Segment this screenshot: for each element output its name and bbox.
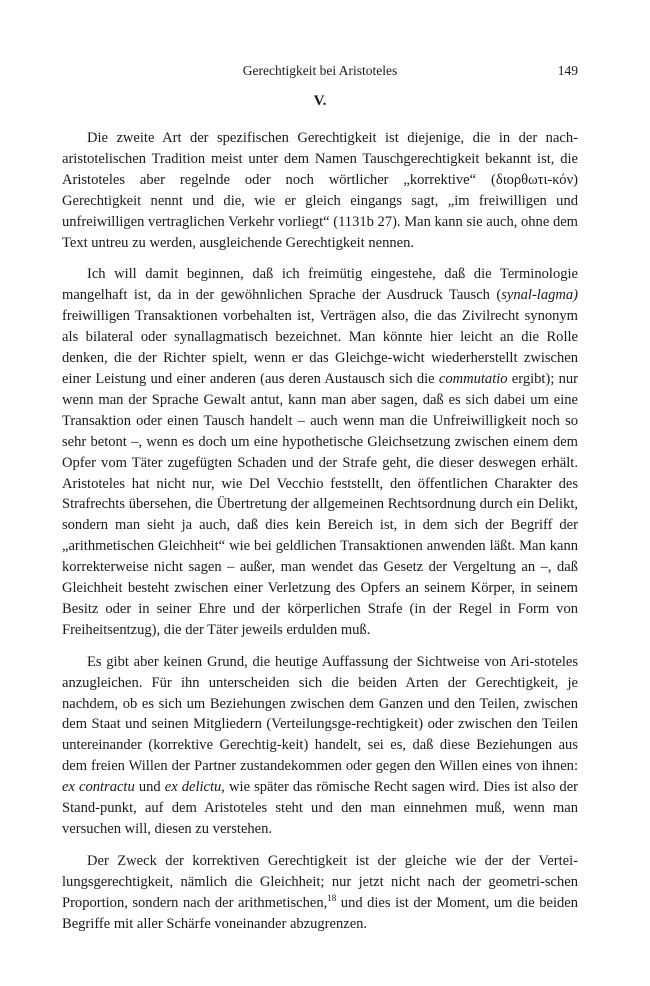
text-run: freiwilligen Transaktionen vorbehalten ist, Verträgen also, die das Zivilrecht synonym als bilateral oder synallagmatisch bezeichnet. Man könnte hier leicht an die Rolle denken, die der Richter spielt, wenn er das Gleichge-wicht wiederherstellt zwischen einer Leistung und einer anderen (aus deren Austausch sich die <box>62 308 578 387</box>
page-number: 149 <box>557 63 578 78</box>
italic-term: ex delictu, <box>164 779 225 796</box>
book-page <box>62 60 578 946</box>
italic-term: synal-lagma) <box>501 287 578 304</box>
text-run: Es gibt aber keinen Grund, die heutige Auffassung der Sichtweise von Ari-stoteles anzugleichen. Für ihn unterscheiden sich die beiden Arten der Gerechtigkeit, je nachdem, ob es sich um Beziehungen zwischen dem Ganzen und den Teilen, zwischen dem Staat und seinen Mitgliedern (Verteilungsge-rechtigkeit) oder zwischen den Teilen untereinander (korrektive Gerechtig-keit) handelt, sei es, daß diese Beziehungen aus dem freien Willen der Partner zustandekommen oder gegen den Willen eines von ihnen: <box>62 653 578 775</box>
body-text <box>62 128 578 935</box>
text-run: Die zweite Art der spezifischen Gerechtigkeit ist diejenige, die in der nach-aristotelischen Tradition meist unter dem Namen Tauschgerechtigkeit bekannt ist, die Aristoteles aber regelnde oder noch wörtlicher „korrektive“ (διορθωτι-κόν) Gerechtigkeit nennt und die, wie er gleich eingangs sagt, „im freiwilligen und unfreiwilligen vertraglichen Verkehr vorliegt“ (1131b 27). Man kann sie auch, ohne dem Text untreu zu werden, ausgleichende Gerechtigkeit nennen. <box>62 130 578 251</box>
running-head <box>62 60 578 82</box>
paragraph <box>62 652 578 840</box>
text-run: ergibt); nur wenn man der Sprache Gewalt antut, kann man aber sagen, daß es sich dabei um eine Transaktion oder einen Tausch handelt – auch wenn man die Unfreiwilligkeit noch so sehr betont –, wenn es doch um eine hypothetische Gleichsetzung zwischen einem dem Opfer vom Täter zugefügten Schaden und der Strafe geht, die dieser deswegen erhält. Aristoteles hat nicht nur, wie Del Vecchio feststellt, den öffentlichen Charakter des Strafrechts übersehen, die Übertretung der allgemeinen Rechtsordnung durch ein Delikt, sondern man sieht ja auch, daß dies kein Bereich ist, in dem sich der Begriff der „arithmetischen Gleichheit“ wie bei geldlichen Transaktionen anwenden läßt. Man kann korrekterweise nicht sagen – außer, man wendet das Gesetz der Vergeltung an –, daß Gleichheit besteht zwischen einer Verletzung des Opfers an seinem Körper, in seinem Besitz oder in seiner Ehre und der körperlichen Strafe (in der Regel in Form von Freiheitsentzug), die der Täter jeweils erdulden muß. <box>62 370 578 638</box>
section-heading: V. <box>313 93 327 109</box>
text-run: und dies ist der Moment, um die beiden Begriffe mit aller Schärfe voneinander abzugrenzen. <box>62 894 579 932</box>
text-run: wie später das römische Recht sagen wird. Dies ist also der Stand-punkt, auf dem Aristoteles steht und den man einnehmen muß, wenn man versuchen will, diesen zu verstehen. <box>62 779 579 837</box>
italic-term: ex contractu <box>62 779 135 796</box>
running-head-title: Gerechtigkeit bei Aristoteles <box>242 63 398 78</box>
footnote-marker: 18 <box>327 892 337 903</box>
paragraph <box>62 851 578 935</box>
text-run: und <box>134 779 165 796</box>
text-run: Der Zweck der korrektiven Gerechtigkeit ist der gleiche wie der der Vertei-lungsgerechtigkeit, nämlich die Gleichheit; nur jetzt nicht nach der geometri-schen Proportion, sondern nach der arithmetischen, <box>62 852 578 911</box>
paragraph <box>62 128 578 253</box>
text-run: Ich will damit beginnen, daß ich freimütig eingestehe, daß die Terminologie mangelhaft ist, da in der gewöhnlichen Sprache der Ausdruck Tausch ( <box>62 266 578 304</box>
italic-term: commutatio <box>438 370 508 387</box>
paragraph <box>62 264 578 640</box>
